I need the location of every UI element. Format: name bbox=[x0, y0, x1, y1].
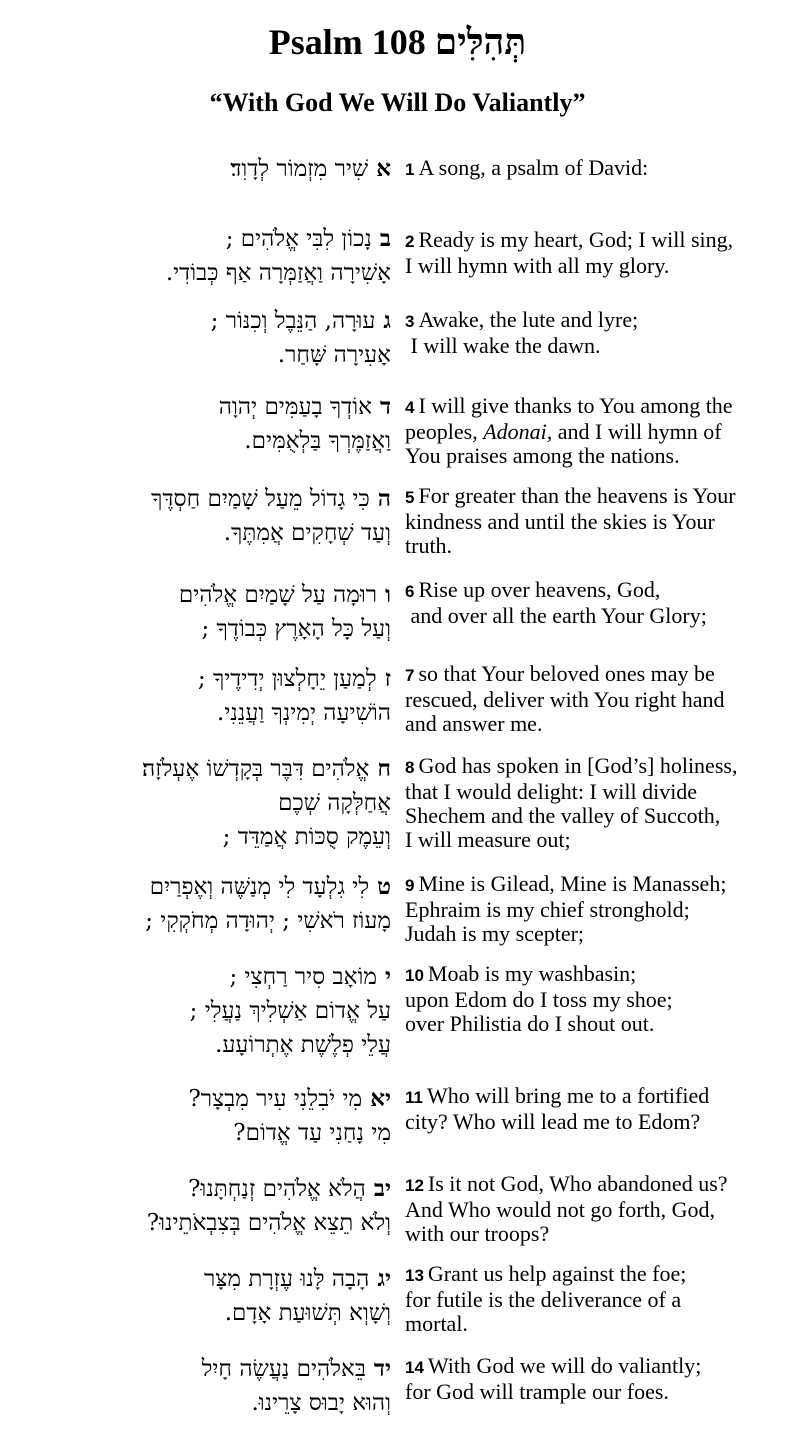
english-line: With God we will do valiantly; bbox=[427, 1353, 702, 1378]
hebrew-text bbox=[190, 960, 391, 1062]
hebrew-line: הָבָה לָּנוּ עֶזְרָת מִצָּר bbox=[204, 1266, 370, 1292]
english-line: truth. bbox=[405, 533, 453, 558]
english-line: I will give thanks to You among the bbox=[418, 393, 733, 418]
hebrew-line: כִּי גָדוֹל מֵעַל שָׁמַיִם חַסְדֶּךָ bbox=[151, 486, 370, 512]
hebrew-text bbox=[204, 1262, 391, 1330]
english-line: so that Your beloved ones may be bbox=[418, 661, 715, 686]
english-line: And Who would not go forth, God, bbox=[405, 1197, 716, 1222]
hebrew-line: מָעוֹז רֹאשִׁי ; יְהוּדָה מְחֹקְקִי ; bbox=[145, 908, 391, 934]
english-line: Mine is Gilead, Mine is Manasseh; bbox=[418, 871, 727, 896]
english-text bbox=[405, 1172, 790, 1246]
english-fragment: peoples, bbox=[405, 419, 484, 444]
hebrew-verse-number: י bbox=[384, 963, 391, 990]
verse-number: 8 bbox=[405, 758, 415, 777]
english-line: I will measure out; bbox=[405, 827, 571, 852]
english-line: Ready is my heart, God; I will sing, bbox=[418, 227, 734, 252]
divine-name: Adonai, bbox=[483, 419, 553, 444]
english-line: Judah is my scepter; bbox=[405, 921, 585, 946]
hebrew-text bbox=[151, 482, 391, 550]
hebrew-line: וְעַד שְׁחָקִים אֲמִתֶּךָ. bbox=[223, 520, 391, 546]
english-text bbox=[405, 1354, 790, 1404]
english-line: I will hymn with all my glory. bbox=[405, 253, 670, 278]
english-text bbox=[405, 662, 790, 736]
hebrew-verse-number: ו bbox=[385, 581, 391, 608]
verse-number: 7 bbox=[405, 666, 415, 685]
english-text bbox=[405, 872, 790, 946]
english-text bbox=[405, 394, 790, 468]
hebrew-line: וְעֵמֶק סֻכּוֹת אֲמַדֵּד ; bbox=[222, 824, 391, 850]
english-text bbox=[405, 228, 790, 278]
english-text bbox=[405, 962, 790, 1036]
hebrew-line: עֲלֵי פְלֶשֶׁת אֶתְרוֹעָע. bbox=[215, 1032, 391, 1058]
hebrew-line: לְמַעַן יֵחָלְצוּן יְדִידֶיךָ ; bbox=[197, 666, 377, 692]
hebrew-verse-number: א bbox=[376, 155, 391, 182]
hebrew-line: רוּמָה עַל שָׁמַיִם אֱלֹהִים bbox=[178, 582, 378, 608]
english-line: Ephraim is my chief stronghold; bbox=[405, 897, 690, 922]
hebrew-line: אֱלֹהִים דִּבֶּר בְּקָדְשׁוֹ אֶעְלֹזָה׃ bbox=[141, 756, 370, 782]
hebrew-line: מוֹאָב סִיר רַחְצִי ; bbox=[229, 964, 377, 990]
verse-number: 6 bbox=[405, 582, 415, 601]
verse-number: 10 bbox=[405, 966, 424, 985]
english-line: city? Who will lead me to Edom? bbox=[405, 1109, 701, 1134]
english-fragment: and I will hymn of bbox=[552, 419, 722, 444]
hebrew-line: נָכוֹן לִבִּי אֱלֹהִים ; bbox=[225, 226, 372, 252]
english-line: Moab is my washbasin; bbox=[427, 961, 637, 986]
verse-number: 11 bbox=[405, 1088, 423, 1107]
english-line: for futile is the deliverance of a bbox=[405, 1287, 682, 1312]
hebrew-verse-number: ד bbox=[379, 393, 391, 420]
hebrew-verse-number: ג bbox=[383, 307, 391, 334]
hebrew-verse-number: ח bbox=[377, 755, 391, 782]
hebrew-text bbox=[188, 1082, 391, 1150]
hebrew-line: וְשָׁוְא תְּשׁוּעַת אָדָם. bbox=[224, 1300, 391, 1326]
verse-number: 1 bbox=[405, 160, 415, 179]
english-line: mortal. bbox=[405, 1311, 468, 1336]
english-line: that I would delight: I will divide bbox=[405, 779, 698, 804]
english-text bbox=[405, 1262, 790, 1336]
english-line: For greater than the heavens is Your bbox=[418, 483, 736, 508]
english-line: I will wake the dawn. bbox=[405, 333, 601, 358]
hebrew-verse-number: יב bbox=[373, 1175, 391, 1202]
english-text bbox=[405, 484, 790, 558]
hebrew-line: וְעַל כָּל הָאָרֶץ כְּבוֹדֶךָ ; bbox=[201, 616, 391, 642]
hebrew-text bbox=[179, 578, 391, 646]
hebrew-line: אָעִירָה שָּׁחַר. bbox=[277, 342, 391, 368]
hebrew-verse-number: יג bbox=[377, 1265, 391, 1292]
hebrew-verse-number: יד bbox=[373, 1355, 391, 1382]
english-line: rescued, deliver with You right hand bbox=[405, 687, 725, 712]
page-subtitle: “With God We Will Do Valiantly” bbox=[209, 88, 586, 117]
english-line: You praises among the nations. bbox=[405, 443, 680, 468]
hebrew-text bbox=[142, 752, 391, 854]
hebrew-line: וְלֹא תֵצֵא אֱלֹהִים בְּצִבְאֹתֵינוּ? bbox=[146, 1210, 391, 1236]
hebrew-text bbox=[198, 662, 391, 730]
english-line: and over all the earth Your Glory; bbox=[405, 603, 707, 628]
hebrew-verse-number: ז bbox=[384, 665, 391, 692]
hebrew-verse-number: יא bbox=[370, 1085, 391, 1112]
english-line bbox=[405, 420, 790, 444]
english-line: God has spoken in [God’s] holiness, bbox=[418, 753, 738, 778]
hebrew-text bbox=[211, 304, 391, 372]
verse-number: 14 bbox=[405, 1358, 424, 1377]
english-line: Who will bring me to a fortified bbox=[426, 1083, 710, 1108]
hebrew-verse-number: ב bbox=[379, 225, 391, 252]
hebrew-line: עַל אֱדוֹם אַשְׁלִיךְ נַעֲלִי ; bbox=[189, 998, 391, 1024]
english-line: with our troops? bbox=[405, 1221, 550, 1246]
english-text bbox=[405, 578, 790, 628]
hebrew-line: הֲלֹא אֱלֹהִים זְנַחְתָּנוּ? bbox=[188, 1176, 366, 1202]
hebrew-text bbox=[147, 1172, 391, 1240]
english-text bbox=[405, 1084, 790, 1134]
hebrew-line: וַאֲזַמֶּרְךָ בַּלְאֻמִּים. bbox=[244, 428, 391, 454]
hebrew-line: מִי יֹבִלֵנִי עִיר מִבְצָר? bbox=[188, 1086, 363, 1112]
verse-number: 13 bbox=[405, 1266, 424, 1285]
english-line: and answer me. bbox=[405, 711, 543, 736]
verse-number: 2 bbox=[405, 232, 415, 251]
hebrew-line: שִׁיר מִזְמוֹר לְדָוִד׃ bbox=[230, 156, 369, 182]
hebrew-line: בֵּאלֹהִים נַעֲשֶׂה חָיִל bbox=[201, 1356, 366, 1382]
english-line: over Philistia do I shout out. bbox=[405, 1011, 655, 1036]
hebrew-line: אוֹדְךָ בָעַמִּים יְהוָה bbox=[218, 394, 372, 420]
english-text bbox=[405, 156, 790, 182]
verse-number: 9 bbox=[405, 876, 415, 895]
english-line: Awake, the lute and lyre; bbox=[418, 307, 639, 332]
hebrew-line: אָשִׁירָה וַאֲזַמְּרָה אַף כְּבוֹדִי. bbox=[165, 260, 391, 286]
page-title: Psalm 108 תְּהִלִּים bbox=[268, 22, 527, 62]
hebrew-verse-number: ט bbox=[377, 873, 391, 900]
english-text bbox=[405, 754, 790, 852]
hebrew-line: אֲחַלְּקָה שְׁכֶם bbox=[278, 790, 391, 816]
english-line: Rise up over heavens, God, bbox=[418, 577, 661, 602]
english-text bbox=[405, 308, 790, 358]
hebrew-line: מִי נָחַנִי עַד אֱדוֹם? bbox=[233, 1120, 391, 1146]
hebrew-verse-number: ה bbox=[377, 485, 391, 512]
verse-number: 12 bbox=[405, 1176, 424, 1195]
verse-number: 4 bbox=[405, 398, 415, 417]
hebrew-text bbox=[202, 1352, 391, 1420]
hebrew-line: לִי גִלְעָד לִי מְנַשֶּׁה וְאֶפְרַיִם bbox=[149, 874, 370, 900]
english-line: A song, a psalm of David: bbox=[418, 155, 649, 180]
hebrew-text bbox=[219, 390, 391, 458]
english-line: Is it not God, Who abandoned us? bbox=[427, 1171, 728, 1196]
english-line: kindness and until the skies is Your bbox=[405, 509, 715, 534]
hebrew-line: הוֹשִׁיעָה יְמִינְךָ וַעֲנֵנִי. bbox=[217, 700, 391, 726]
english-line: for God will trample our foes. bbox=[405, 1379, 669, 1404]
verse-number: 5 bbox=[405, 488, 415, 507]
hebrew-line: וְהוּא יָבוּס צָרֵינוּ. bbox=[251, 1390, 391, 1416]
english-line: Shechem and the valley of Succoth, bbox=[405, 803, 721, 828]
hebrew-text bbox=[166, 222, 391, 290]
hebrew-line: עוּרָה, הַנֵּבֶל וְכִנּוֹר ; bbox=[210, 308, 376, 334]
english-line: upon Edom do I toss my shoe; bbox=[405, 987, 673, 1012]
hebrew-text bbox=[145, 870, 391, 938]
hebrew-text bbox=[230, 152, 391, 186]
english-line: Grant us help against the foe; bbox=[427, 1261, 687, 1286]
verse-number: 3 bbox=[405, 312, 415, 331]
